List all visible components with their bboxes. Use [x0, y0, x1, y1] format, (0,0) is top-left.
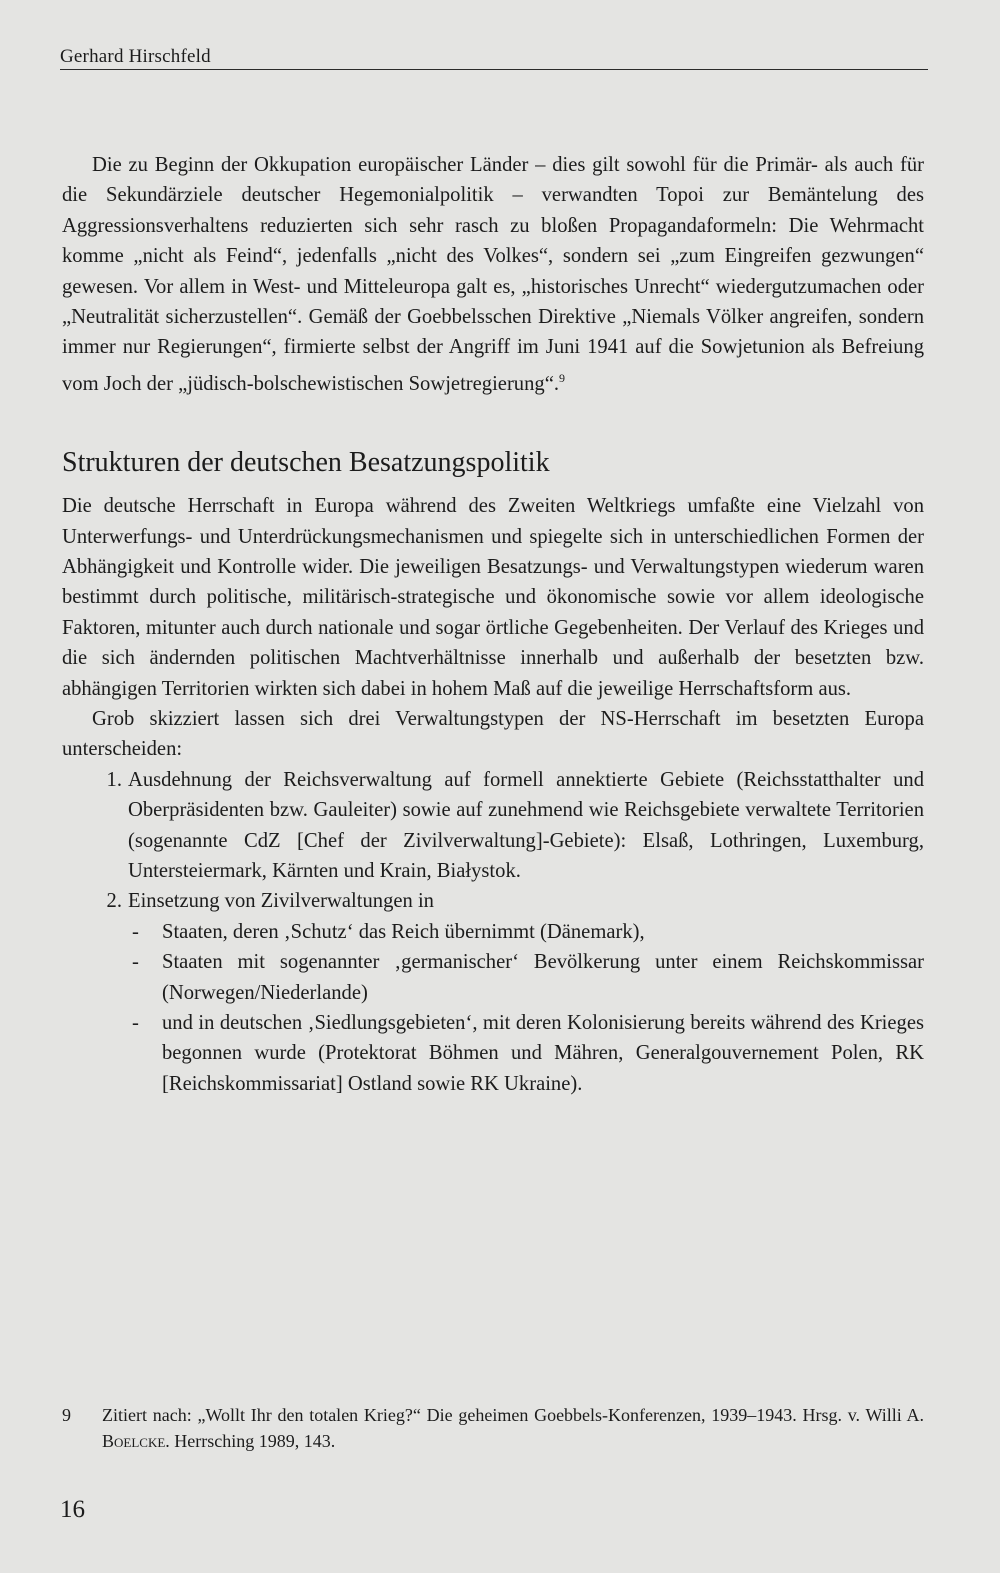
list-item-number: 2.	[106, 890, 122, 913]
list-item-text: Ausdehnung der Reichsverwaltung auf formell annektierte Gebiete (Reichsstatthalter und Oberpräsidenten bzw. Gauleiter) sowie auf zunehmend wie Reichsgebiete verwaltete Territorien (sogenannte CdZ [Chef der Zivilverwaltung]-Gebiete): Elsaß, Lothringen, Luxemburg, Untersteiermark, Kärnten und Krain, Białystok.	[128, 768, 924, 882]
footnote-ref: 9	[559, 370, 565, 385]
page-number: 16	[60, 1496, 85, 1523]
running-head: Gerhard Hirschfeld	[60, 46, 211, 67]
footnote-author: Boelcke	[102, 1430, 166, 1451]
header-rule	[60, 69, 928, 70]
list-item-text: Einsetzung von Zivilverwaltungen in	[128, 890, 434, 913]
sub-list-item	[128, 1008, 924, 1099]
intro-paragraph-text: Die zu Beginn der Okkupation europäischer Länder – dies gilt sowohl für die Primär- als auch für die Sekundärziele deutscher Hegemonialpolitik – verwandten Topoi zur Bemäntelung des Aggressionsverhaltens reduzierten sich sehr rasch zu bloßen Propagandaformeln: Die Wehrmacht komme „nicht als Feind“, jedenfalls „nicht des Volkes“, sondern sei „zum Eingreifen gezwungen“ gewesen. Vor allem in West- und Mitteleuropa galt es, „historisches Unrecht“ wiedergutzumachen oder „Neutralität sicherzustellen“. Gemäß der Goebbelsschen Direktive „Niemals Völker angreifen, sondern immer nur Regierungen“, firmierte selbst der Angriff im Juni 1941 auf die Sowjetunion als Befreiung vom Joch der „jüdisch-bolschewistischen Sowjetregierung“.	[62, 154, 924, 395]
sub-list-dash: -	[132, 1012, 139, 1035]
footnote-text-after: . Herrsching 1989, 143.	[165, 1430, 336, 1451]
intro-paragraph	[62, 150, 924, 399]
sub-list-text: Staaten mit sogenannter ‚germanischer‘ Bevölkerung unter einem Reichskommissar (Norwegen/Niederlande)	[162, 951, 924, 1004]
sub-list-dash: -	[132, 920, 139, 943]
sub-list-item	[128, 947, 924, 1008]
sub-list	[128, 917, 924, 1099]
sub-list-item	[128, 917, 924, 947]
sub-list-dash: -	[132, 951, 139, 974]
section-paragraph-2: Grob skizziert lassen sich drei Verwaltungstypen der NS-Herrschaft im besetzten Europa unterscheiden:	[62, 707, 924, 761]
body-text	[62, 150, 924, 1099]
list-item	[62, 886, 924, 916]
footnote-text-before: Zitiert nach: „Wollt Ihr den totalen Krieg?“ Die geheimen Goebbels-Konferenzen, 1939–1943. Hrsg. v. Willi A.	[102, 1405, 924, 1425]
list-item-number: 1.	[106, 768, 122, 791]
footnote-number: 9	[62, 1405, 71, 1425]
footnote	[62, 1403, 924, 1454]
footnote-text	[102, 1403, 924, 1454]
section-paragraph-1: Die deutsche Herrschaft in Europa während des Zweiten Weltkriegs umfaßte eine Vielzahl von Unterwerfungs- und Unterdrückungsmechanismen und spiegelte sich in unterschiedlichen Formen der Abhängigkeit und Kontrolle wider. Die jeweiligen Besatzungs- und Verwaltungstypen wiederum waren bestimmt durch politische, militärisch-strategische und ökonomische sowie vor allem ideologische Faktoren, mitunter auch durch nationale und sogar örtliche Gegebenheiten. Der Verlauf des Krieges und die sich ändernden politischen Machtverhältnisse innerhalb und außerhalb der besetzten bzw. abhängigen Territorien wirkten sich dabei in hohem Maß auf die jeweilige Herrschaftsform aus.	[62, 495, 924, 700]
section-heading: Strukturen der deutschen Besatzungspolitik	[62, 447, 550, 479]
list-item	[62, 765, 924, 887]
sub-list-text: und in deutschen ‚Siedlungsgebieten‘, mit deren Kolonisierung bereits während des Krieges begonnen wurde (Protektorat Böhmen und Mähren, Generalgouvernement Polen, RK [Reichskommissariat] Ostland sowie RK Ukraine).	[162, 1012, 924, 1095]
sub-list-text: Staaten, deren ‚Schutz‘ das Reich übernimmt (Dänemark),	[162, 920, 645, 943]
